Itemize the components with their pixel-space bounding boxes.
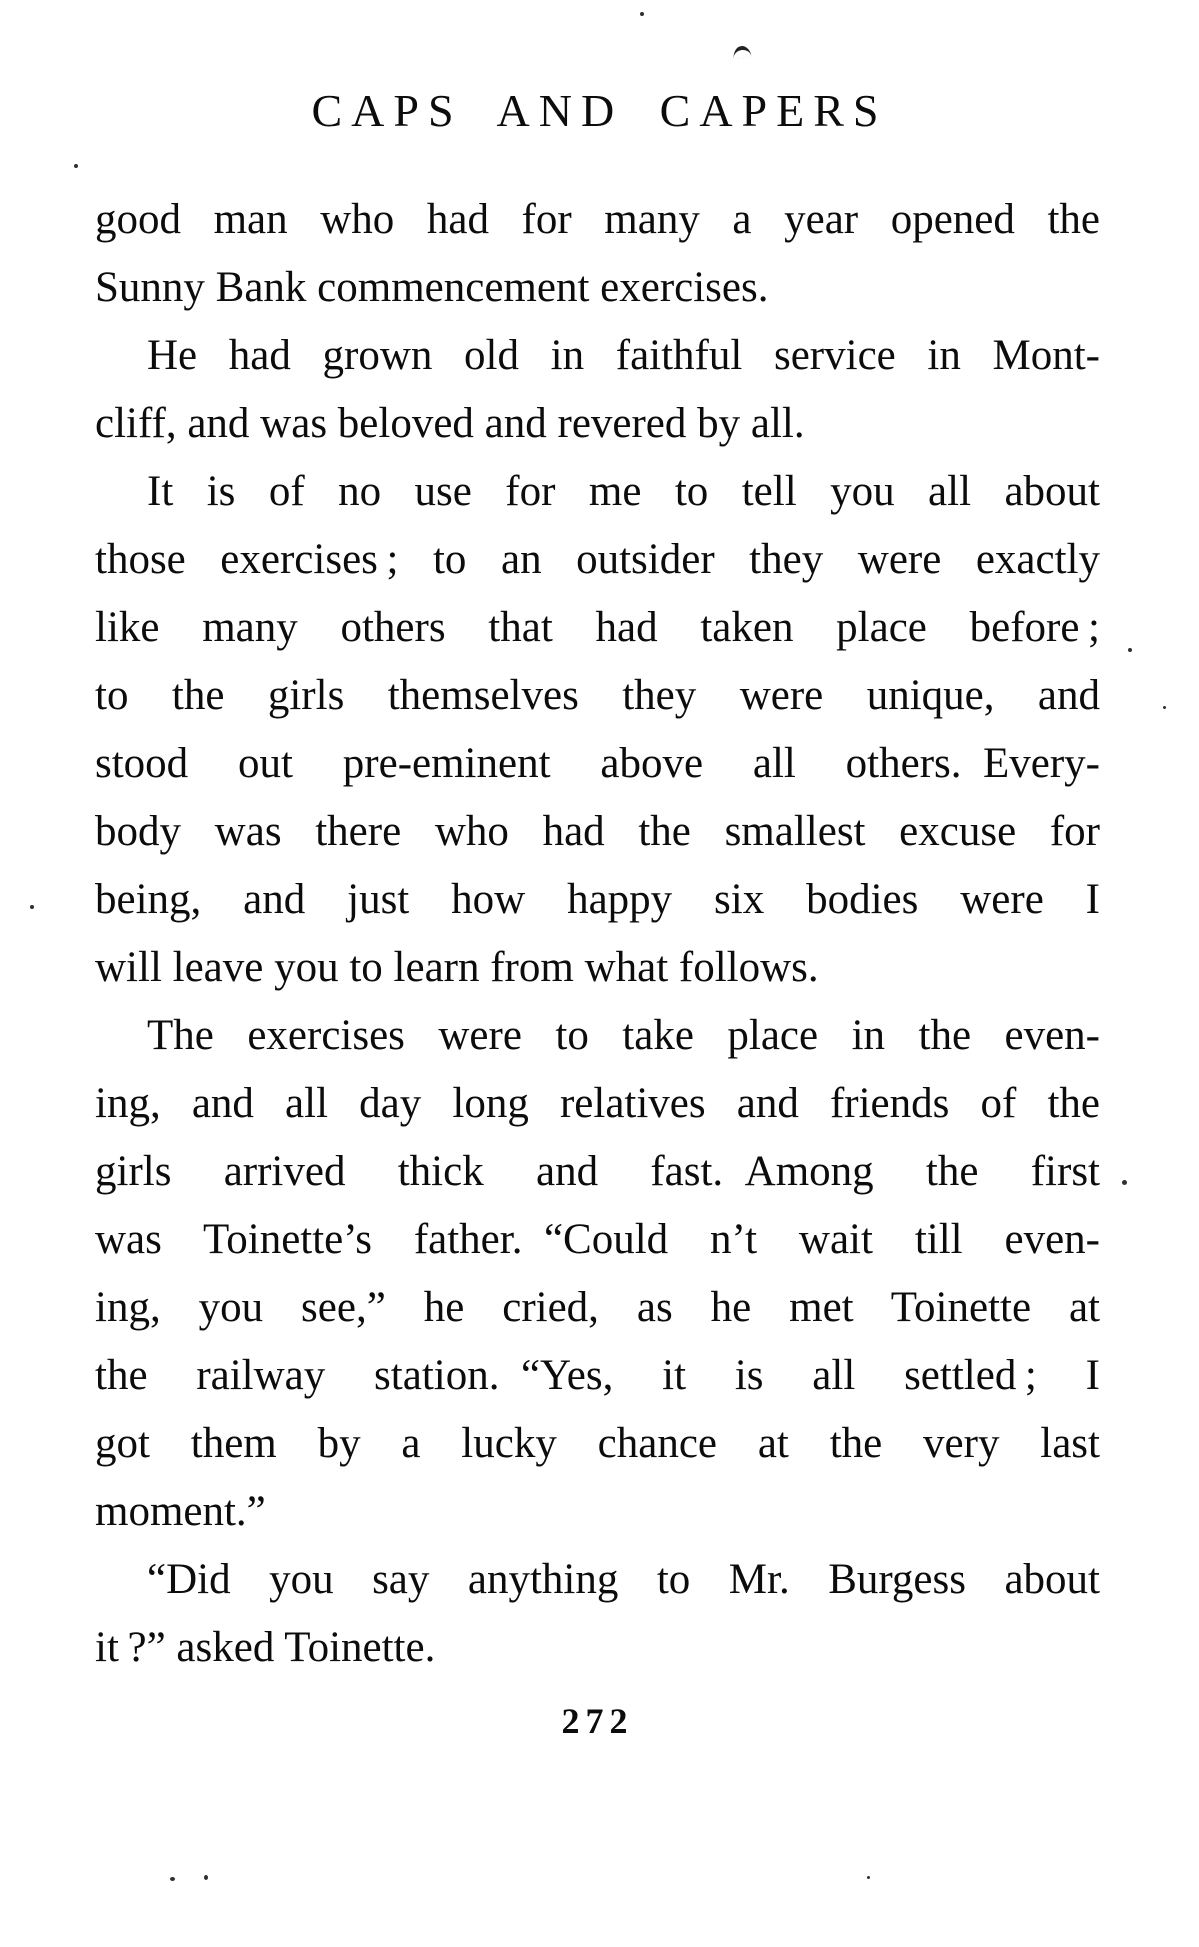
text-line: got them by a lucky chance at the very last bbox=[95, 1420, 1100, 1467]
text-line: will leave you to learn from what follows. bbox=[95, 944, 819, 991]
body-text bbox=[95, 186, 1100, 1682]
scan-speck bbox=[30, 905, 34, 909]
text-line: “Did you say anything to Mr. Burgess about bbox=[147, 1556, 1100, 1603]
text-line: ing, you see,” he cried, as he met Toinette at bbox=[95, 1284, 1100, 1331]
text-line: good man who had for many a year opened the bbox=[95, 196, 1100, 243]
scan-speck bbox=[1128, 648, 1132, 652]
scan-squiggle-mark bbox=[732, 45, 751, 59]
text-line: It is of no use for me to tell you all about bbox=[147, 468, 1100, 515]
scan-speck bbox=[640, 12, 644, 16]
text-line: to the girls themselves they were unique, and bbox=[95, 672, 1100, 719]
text-line: cliff, and was beloved and revered by all. bbox=[95, 400, 805, 447]
scan-speck bbox=[1163, 706, 1166, 709]
text-line: Sunny Bank commencement exercises. bbox=[95, 264, 769, 311]
text-line: it ?” asked Toinette. bbox=[95, 1624, 436, 1671]
scan-speck bbox=[204, 1875, 208, 1880]
text-line: was Toinette’s father. “Could n’t wait till even- bbox=[95, 1216, 1100, 1263]
text-line: ing, and all day long relatives and friends of the bbox=[95, 1080, 1100, 1127]
page-number: 272 bbox=[561, 1701, 634, 1741]
text-line: being, and just how happy six bodies were I bbox=[95, 876, 1100, 923]
text-line: body was there who had the smallest excuse for bbox=[95, 808, 1100, 855]
text-line: like many others that had taken place before ; bbox=[95, 604, 1100, 651]
text-line: the railway station. “Yes, it is all settled ; I bbox=[95, 1352, 1100, 1399]
text-line: stood out pre-eminent above all others. Every- bbox=[95, 740, 1100, 787]
scan-speck bbox=[170, 1877, 175, 1881]
scan-speck bbox=[1122, 1180, 1127, 1185]
text-line: moment.” bbox=[95, 1488, 266, 1535]
scan-speck bbox=[74, 164, 78, 168]
running-header: CAPS AND CAPERS bbox=[311, 85, 888, 136]
text-line: The exercises were to take place in the even- bbox=[147, 1012, 1100, 1059]
text-line: those exercises ; to an outsider they were exactly bbox=[95, 536, 1100, 583]
text-line: girls arrived thick and fast. Among the first bbox=[95, 1148, 1100, 1195]
scan-speck bbox=[867, 1876, 870, 1879]
text-line: He had grown old in faithful service in Mont- bbox=[147, 332, 1100, 379]
